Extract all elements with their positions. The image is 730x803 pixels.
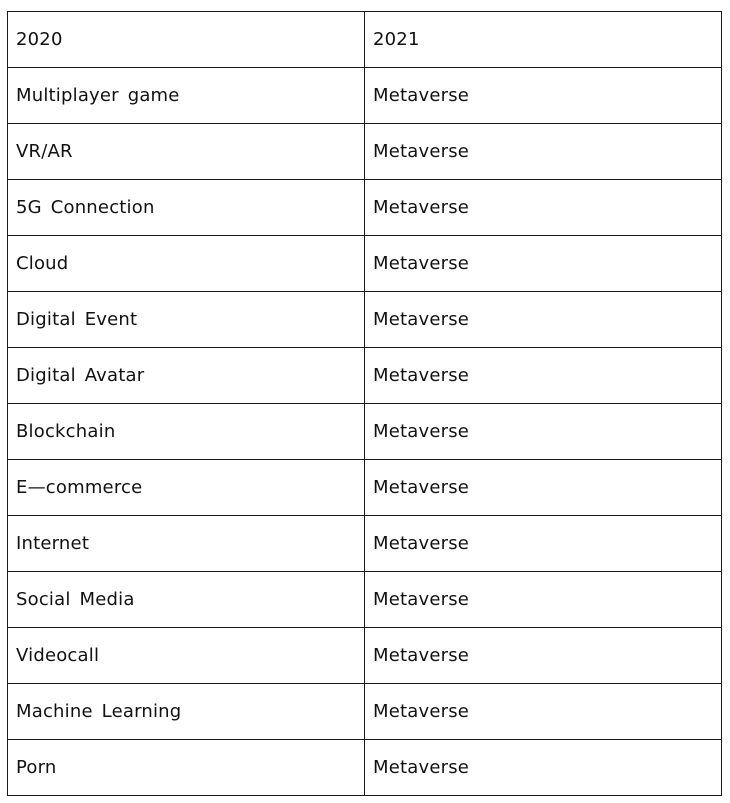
table-row: [8, 348, 722, 404]
comparison-table: [7, 11, 722, 796]
cell-2021: Metaverse: [365, 628, 722, 684]
cell-2021: Metaverse: [365, 460, 722, 516]
cell-2021: Metaverse: [365, 740, 722, 796]
table-row: [8, 68, 722, 124]
cell-2020: Multiplayer game: [8, 68, 365, 124]
cell-2020: Machine Learning: [8, 684, 365, 740]
table-row: [8, 460, 722, 516]
cell-2020: Cloud: [8, 236, 365, 292]
cell-2021: Metaverse: [365, 180, 722, 236]
cell-2020: Porn: [8, 740, 365, 796]
table-row: [8, 292, 722, 348]
header-row: [8, 12, 722, 68]
cell-2020: Social Media: [8, 572, 365, 628]
table-row: [8, 684, 722, 740]
cell-2020: Internet: [8, 516, 365, 572]
table-row: [8, 628, 722, 684]
cell-2021: Metaverse: [365, 124, 722, 180]
cell-2021: Metaverse: [365, 516, 722, 572]
cell-2021: Metaverse: [365, 684, 722, 740]
cell-2021: Metaverse: [365, 572, 722, 628]
cell-2021: Metaverse: [365, 68, 722, 124]
cell-2021: Metaverse: [365, 404, 722, 460]
header-cell-2021: 2021: [365, 12, 722, 68]
cell-2021: Metaverse: [365, 292, 722, 348]
table-row: [8, 124, 722, 180]
cell-2020: Blockchain: [8, 404, 365, 460]
table-row: [8, 180, 722, 236]
cell-2020: Videocall: [8, 628, 365, 684]
cell-2020: VR/AR: [8, 124, 365, 180]
table-row: [8, 740, 722, 796]
header-cell-2020: 2020: [8, 12, 365, 68]
cell-2020: Digital Event: [8, 292, 365, 348]
cell-2020: Digital Avatar: [8, 348, 365, 404]
table-row: [8, 516, 722, 572]
cell-2021: Metaverse: [365, 348, 722, 404]
table-row: [8, 404, 722, 460]
table-row: [8, 572, 722, 628]
cell-2020: 5G Connection: [8, 180, 365, 236]
table-row: [8, 236, 722, 292]
cell-2020: E—commerce: [8, 460, 365, 516]
cell-2021: Metaverse: [365, 236, 722, 292]
